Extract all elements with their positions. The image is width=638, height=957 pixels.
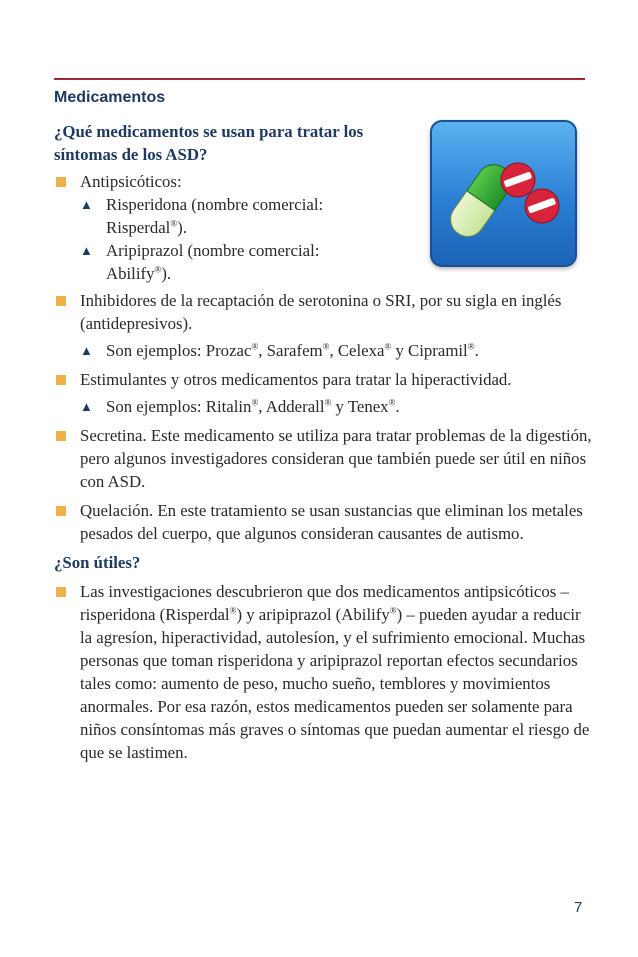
list-item: Las investigaciones descubrieron que dos medicamentos antipsicóticos – risperidona (Risperdal®) y aripiprazol (Abilify®) – pueden ayudar a reducir la agresíon, hiperactividad, autolesíon, y el sufrimiento emocional. Muchas personas que toman risperidona y aripiprazol reportan efectos secundarios tales como: aumento de peso, mucho sueño, temblores y movimientos anormales. Por esa razón, estos medicamentos pueden ser solamente para niños consíntomas más graves o síntomas que puedan aumentar el riesgo de que se lastimen. [54,580,594,764]
square-bullet-icon [56,587,66,597]
square-bullet-icon [56,296,66,306]
list-item: Antipsicóticos: [54,170,594,193]
page-number: 7 [574,899,583,916]
question-utiles: ¿Son útiles? [54,553,141,572]
header-rule [54,78,585,80]
triangle-bullet-icon: ▲ [80,343,93,358]
list-item: ▲ Aripiprazol (nombre comercial: Abilify®). [80,241,320,283]
list-item: Inhibidores de la recaptación de serotonina o SRI, por su sigla en inglés (antidepresivos). [54,289,594,335]
triangle-bullet-icon: ▲ [80,399,93,414]
triangle-bullet-icon: ▲ [80,243,93,258]
triangle-bullet-icon: ▲ [80,197,93,212]
square-bullet-icon [56,177,66,187]
square-bullet-icon [56,506,66,516]
list-item: Quelación. En este tratamiento se usan sustancias que eliminan los metales pesados del cuerpo, que algunos consideran causantes de autismo. [54,499,594,545]
main-content [54,120,594,764]
question-medicamentos: ¿Qué medicamentos se usan para tratar los síntomas de los ASD? [54,122,364,164]
list-item: Secretina. Este medicamento se utiliza para tratar problemas de la digestión, pero algunos investigadores consideran que también puede ser útil en niños con ASD. [54,424,594,493]
list-item: ▲ Risperidona (nombre comercial: Risperdal®). [80,195,324,237]
square-bullet-icon [56,375,66,385]
square-bullet-icon [56,431,66,441]
list-item: Estimulantes y otros medicamentos para tratar la hiperactividad. [54,368,594,391]
list-item: ▲ Son ejemplos: Prozac®, Sarafem®, Celexa® y Cipramil®. [80,341,479,360]
list-item: ▲ Son ejemplos: Ritalin®, Adderall® y Tenex®. [80,397,400,416]
section-label: Medicamentos [54,89,166,106]
